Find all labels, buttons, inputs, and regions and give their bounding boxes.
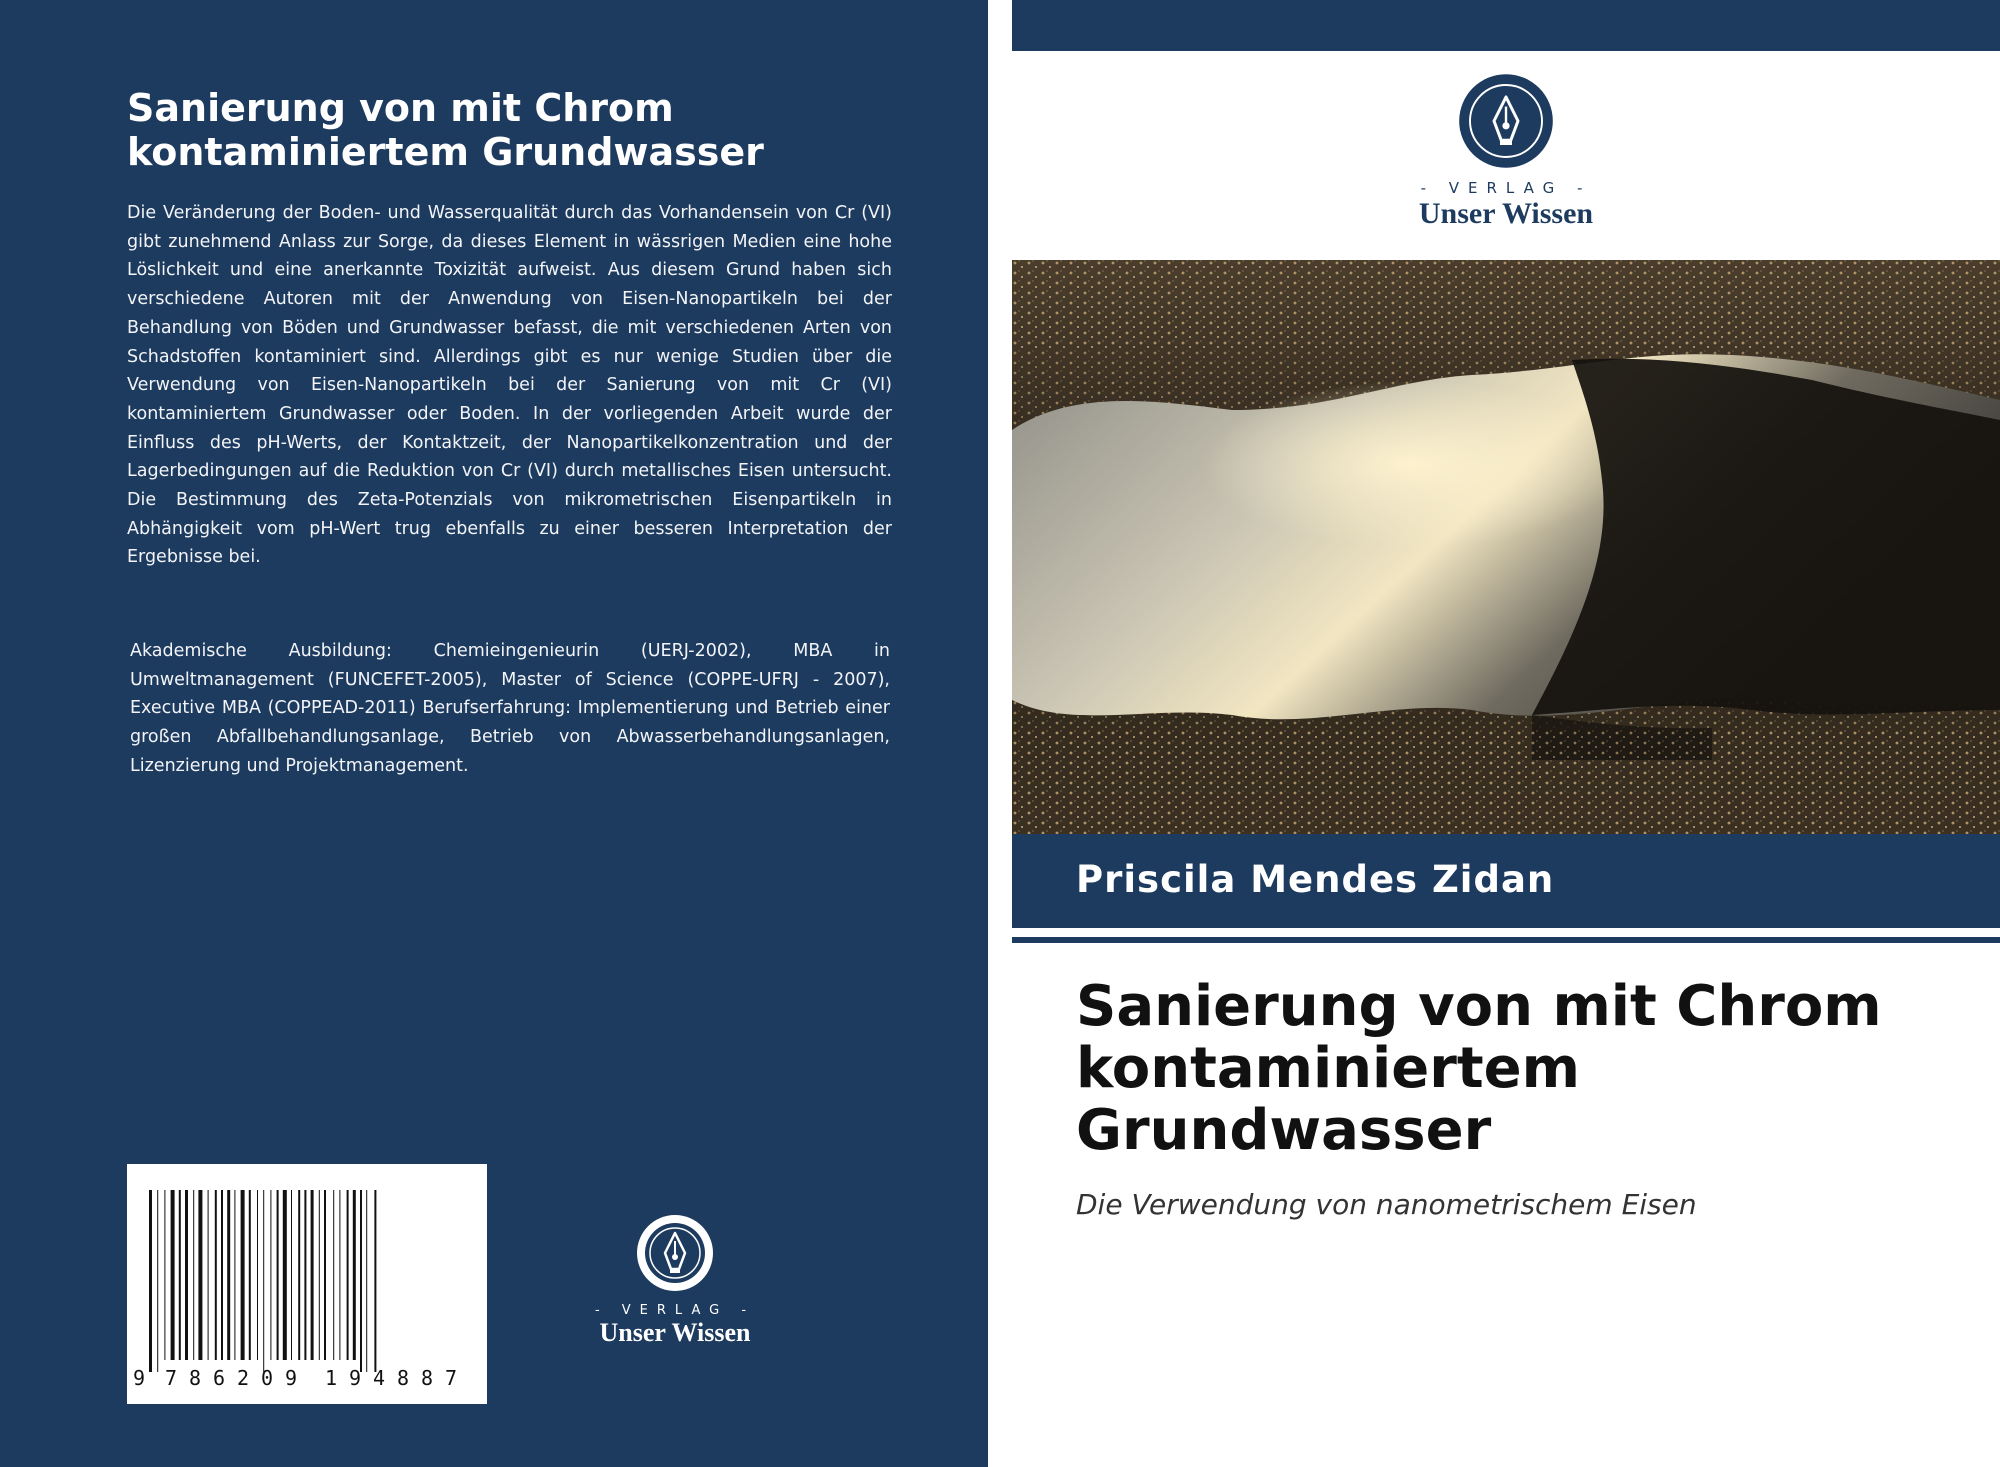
barcode-digit: 7: [445, 1366, 458, 1390]
barcode-bar: [347, 1190, 349, 1360]
verlag-label: - VERLAG -: [594, 1303, 756, 1318]
barcode-bar: [319, 1190, 320, 1360]
barcode-bar: [263, 1190, 264, 1372]
cover-photo: [1012, 260, 2000, 834]
author-band: [1012, 834, 2000, 928]
barcode-digit: 8: [421, 1366, 434, 1390]
barcode-bar: [298, 1190, 300, 1360]
barcode-bar: [339, 1190, 340, 1360]
verlag-label: - VERLAG -: [1420, 179, 1592, 197]
front-cover-subtitle: Die Verwendung von nanometrischem Eisen: [1076, 1188, 1697, 1221]
barcode-bar: [179, 1190, 181, 1360]
barcode-bar: [185, 1190, 188, 1360]
author-name: Priscila Mendes Zidan: [1076, 858, 1555, 901]
barcode-bar: [208, 1190, 209, 1360]
barcode-bar: [198, 1190, 202, 1360]
barcode-bar: [291, 1190, 292, 1360]
back-cover-abstract: Die Veränderung der Boden- und Wasserqualität durch das Vorhandensein von Cr (VI) gibt zunehmend Anlass zur Sorge, da dieses Element in wässrigen Medien eine hohe Löslichkeit und eine anerkannte Toxizität aufweist. Aus diesem Grund haben sich verschiedene Autoren mit der Anwendung von Eisen-Nanopartikeln bei der Behandlung von Böden und Grundwasser befasst, die mit verschiedenen Arten von Schadstoffen kontaminiert sind. Allerdings gibt es nur wenige Studien über die Verwendung von Eisen-Nanopartikeln bei der Sanierung von mit Cr (VI) kontaminiertem Grundwasser oder Boden. In der vorliegenden Arbeit wurde der Einfluss des pH-Werts, der Kontaktzeit, der Nanopartikelkonzentration und der Lagerbedingungen auf die Reduktion von Cr (VI) durch metallisches Eisen untersucht. Die Bestimmung des Zeta-Potenzials von mikrometrischen Eisenpartikeln in Abhängigkeit vom pH-Wert trug ebenfalls zu einer besseren Interpretation der Ergebnisse bei.: [127, 203, 892, 568]
barcode-digit: 9: [133, 1366, 146, 1390]
barcode-digit: 8: [189, 1366, 202, 1390]
barcode-bar: [283, 1190, 287, 1360]
barcode-bar: [374, 1190, 376, 1372]
barcode-bar: [215, 1190, 217, 1360]
barcode-bar: [304, 1190, 306, 1360]
barcode-digit: 0: [261, 1366, 274, 1390]
front-publisher-logo: [1342, 73, 1670, 231]
front-cover-title: Sanierung von mit Chrom kontaminiertem Grundwasser: [1076, 974, 1882, 1163]
barcode-bar: [193, 1190, 194, 1360]
barcode-digit: 4: [373, 1366, 386, 1390]
top-band: [1012, 0, 2000, 51]
publisher-name: Unser Wissen: [599, 1318, 751, 1347]
barcode-digit: 6: [213, 1366, 226, 1390]
barcode-bar: [257, 1190, 258, 1360]
fountain-pen-nib-seal-icon: [1458, 73, 1554, 169]
barcode-bar: [241, 1190, 245, 1360]
barcode-bar: [234, 1190, 235, 1360]
barcode-digit: 9: [285, 1366, 298, 1390]
barcode-digit: 7: [165, 1366, 178, 1390]
author-bio: Akademische Ausbildung: Chemieingenieurin (UERJ-2002), MBA in Umweltmanagement (FUNCEFET-2005), Master of Science (COPPE-UFRJ - 2007), Executive MBA (COPPEAD-2011) Berufserfahrung: Implementierung und Betrieb einer großen Abfallbehandlungsanlage, Betrieb von Abwasserbehandlungsanlagen, Lizenzierung und Projektmanagement.: [130, 641, 890, 776]
publisher-name: Unser Wissen: [1418, 197, 1594, 230]
barcode-bar: [164, 1190, 165, 1360]
back-cover: [0, 0, 988, 1467]
barcode-bar: [270, 1190, 271, 1360]
front-cover: [1012, 0, 2000, 1467]
back-publisher-logo: [560, 1213, 790, 1348]
barcode-bar: [221, 1190, 223, 1360]
barcode-digits: [127, 1366, 487, 1394]
barcode-bar: [324, 1190, 326, 1360]
barcode-bar: [249, 1190, 251, 1360]
barcode-digit: 8: [397, 1366, 410, 1390]
divider-line: [1012, 937, 2000, 943]
barcode-digit: 9: [349, 1366, 362, 1390]
barcode-bar: [157, 1190, 158, 1372]
isbn-barcode: [127, 1164, 487, 1404]
back-cover-title: Sanierung von mit Chrom kontaminiertem Grundwasser: [127, 86, 764, 174]
barcode-digit: 2: [237, 1366, 250, 1390]
barcode-bar: [277, 1190, 279, 1360]
barcode-digit: 1: [325, 1366, 338, 1390]
barcode-bar: [366, 1190, 367, 1372]
fountain-pen-nib-seal-icon: [635, 1213, 715, 1293]
barcode-bar: [227, 1190, 230, 1360]
barcode-bar: [360, 1190, 362, 1372]
barcode-bar: [311, 1190, 314, 1360]
barcode-bar: [171, 1190, 175, 1360]
barcode-bar: [149, 1190, 152, 1372]
barcode-bar: [333, 1190, 334, 1360]
barcode-bar: [353, 1190, 356, 1360]
